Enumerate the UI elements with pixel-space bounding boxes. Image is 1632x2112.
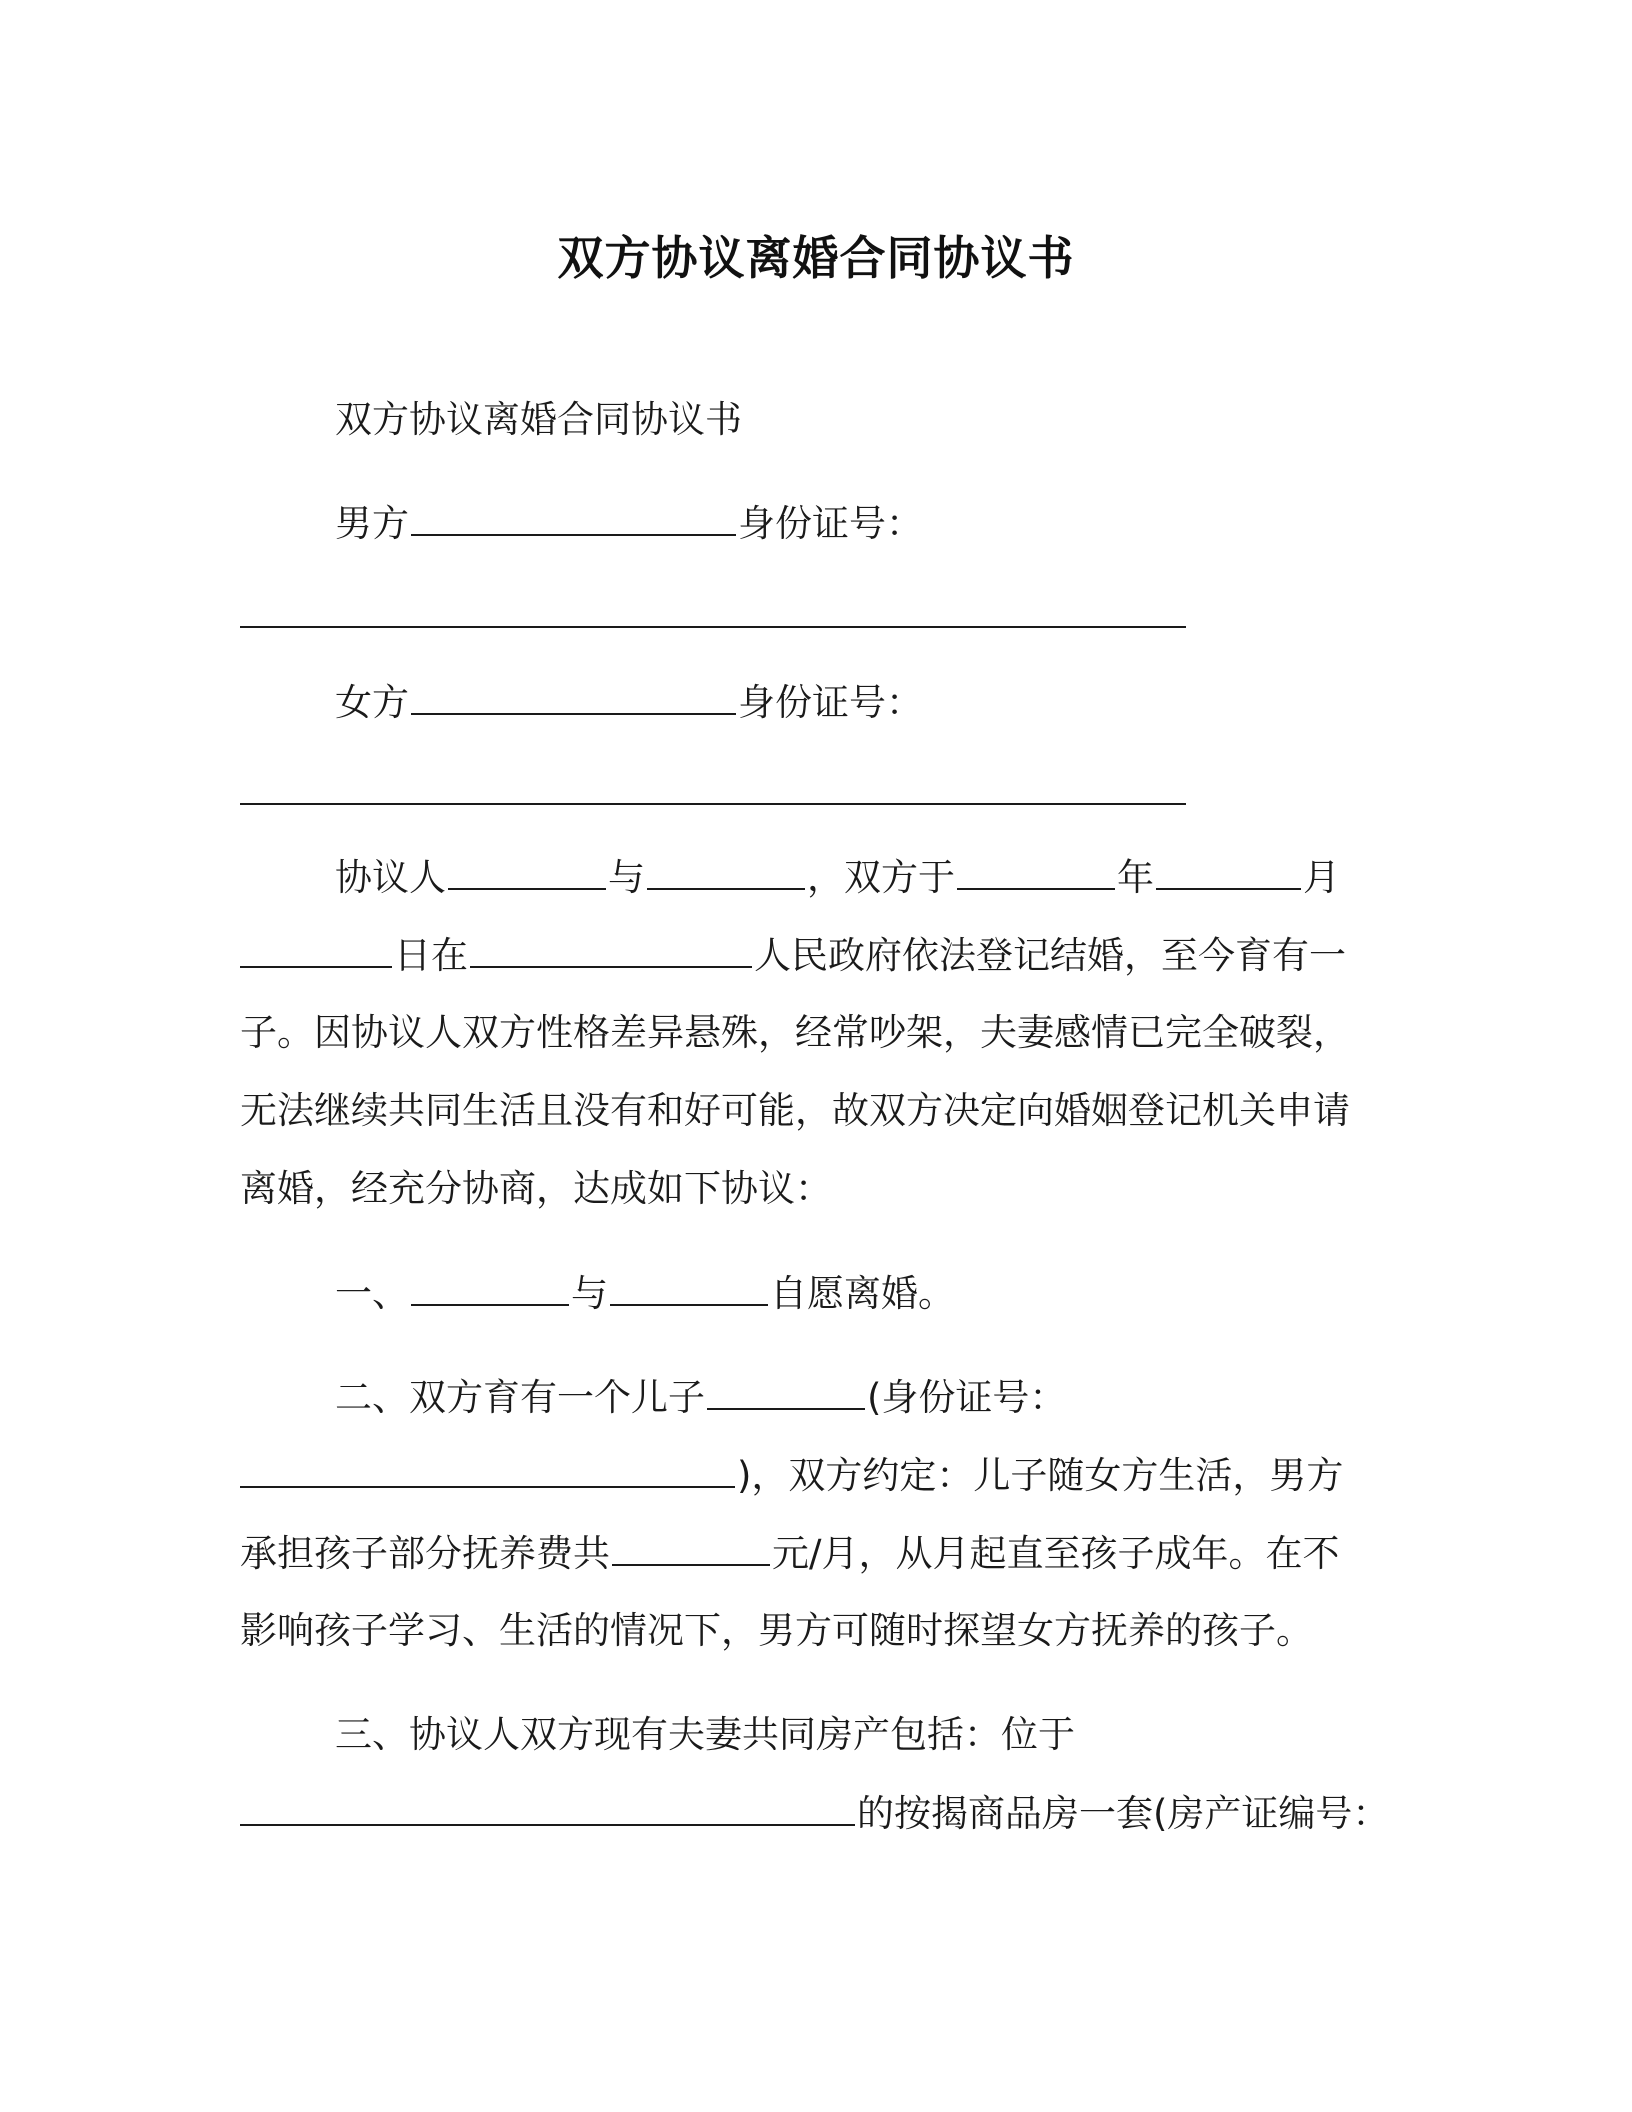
item2-line2	[240, 1450, 1380, 1501]
female-name-blank	[411, 677, 736, 715]
male-id-line	[240, 590, 1380, 641]
female-id-blank	[240, 767, 1186, 805]
para1-text: 人民政府依法登记结婚，至今育有一	[754, 934, 1346, 977]
female-id-line	[240, 767, 1380, 818]
para1-text: 协议人	[335, 856, 446, 899]
day-blank	[240, 930, 392, 968]
male-label: 男方	[335, 502, 409, 545]
property-location-blank	[240, 1788, 855, 1826]
item2-line4: 影响孩子学习、生活的情况下，男方可随时探望女方抚养的孩子。	[240, 1609, 1313, 1652]
para1-line5: 离婚，经充分协商，达成如下协议：	[240, 1167, 832, 1210]
female-id-label: 身份证号：	[738, 681, 923, 724]
para1-text: 日在	[394, 934, 468, 977]
para1-line1	[335, 852, 1475, 903]
son-id-blank	[240, 1450, 735, 1488]
female-label: 女方	[335, 681, 409, 724]
male-id-label: 身份证号：	[738, 502, 923, 545]
item2-text: 元/月，从月起直至孩子成年。在不	[772, 1532, 1340, 1575]
male-id-blank	[240, 590, 1186, 628]
item2-line3	[240, 1528, 1380, 1579]
para1-text: ，双方于	[807, 856, 955, 899]
female-party-line	[335, 677, 1475, 728]
para1-text: 月	[1303, 856, 1340, 899]
item1-party-a-blank	[411, 1268, 569, 1306]
month-blank	[1156, 852, 1301, 890]
item1-text: 一、	[335, 1272, 409, 1315]
para1-text: 与	[608, 856, 645, 899]
item1-text: 自愿离婚。	[770, 1272, 955, 1315]
para1-line4: 无法继续共同生活且没有和好可能，故双方决定向婚姻登记机关申请	[240, 1089, 1350, 1132]
document-title: 双方协议离婚合同协议书	[557, 231, 1075, 285]
document-subtitle: 双方协议离婚合同协议书	[335, 398, 742, 441]
item3-line1: 三、协议人双方现有夫妻共同房产包括：位于	[335, 1713, 1075, 1756]
item1-text: 与	[571, 1272, 608, 1315]
male-party-line	[335, 498, 1475, 549]
para1-line3: 子。因协议人双方性格差异悬殊，经常吵架，夫妻感情已完全破裂，	[240, 1011, 1350, 1054]
male-name-blank	[411, 498, 736, 536]
support-amount-blank	[612, 1528, 770, 1566]
item2-text: )，双方约定：儿子随女方生活，男方	[737, 1454, 1344, 1497]
item2-text: 承担孩子部分抚养费共	[240, 1532, 610, 1575]
item2-line1	[335, 1372, 1475, 1423]
item3-text: 的按揭商品房一套(房产证编号：	[857, 1792, 1390, 1835]
item1-line	[335, 1268, 1475, 1319]
para1-line2	[240, 930, 1380, 981]
item1-party-b-blank	[610, 1268, 768, 1306]
location-blank	[470, 930, 752, 968]
item2-text: 二、双方育有一个儿子	[335, 1376, 705, 1419]
year-blank	[957, 852, 1115, 890]
son-name-blank	[707, 1372, 865, 1410]
party-b-blank	[647, 852, 805, 890]
item3-line2	[240, 1788, 1390, 1839]
para1-text: 年	[1117, 856, 1154, 899]
party-a-blank	[448, 852, 606, 890]
item2-text: (身份证号：	[867, 1376, 1067, 1419]
